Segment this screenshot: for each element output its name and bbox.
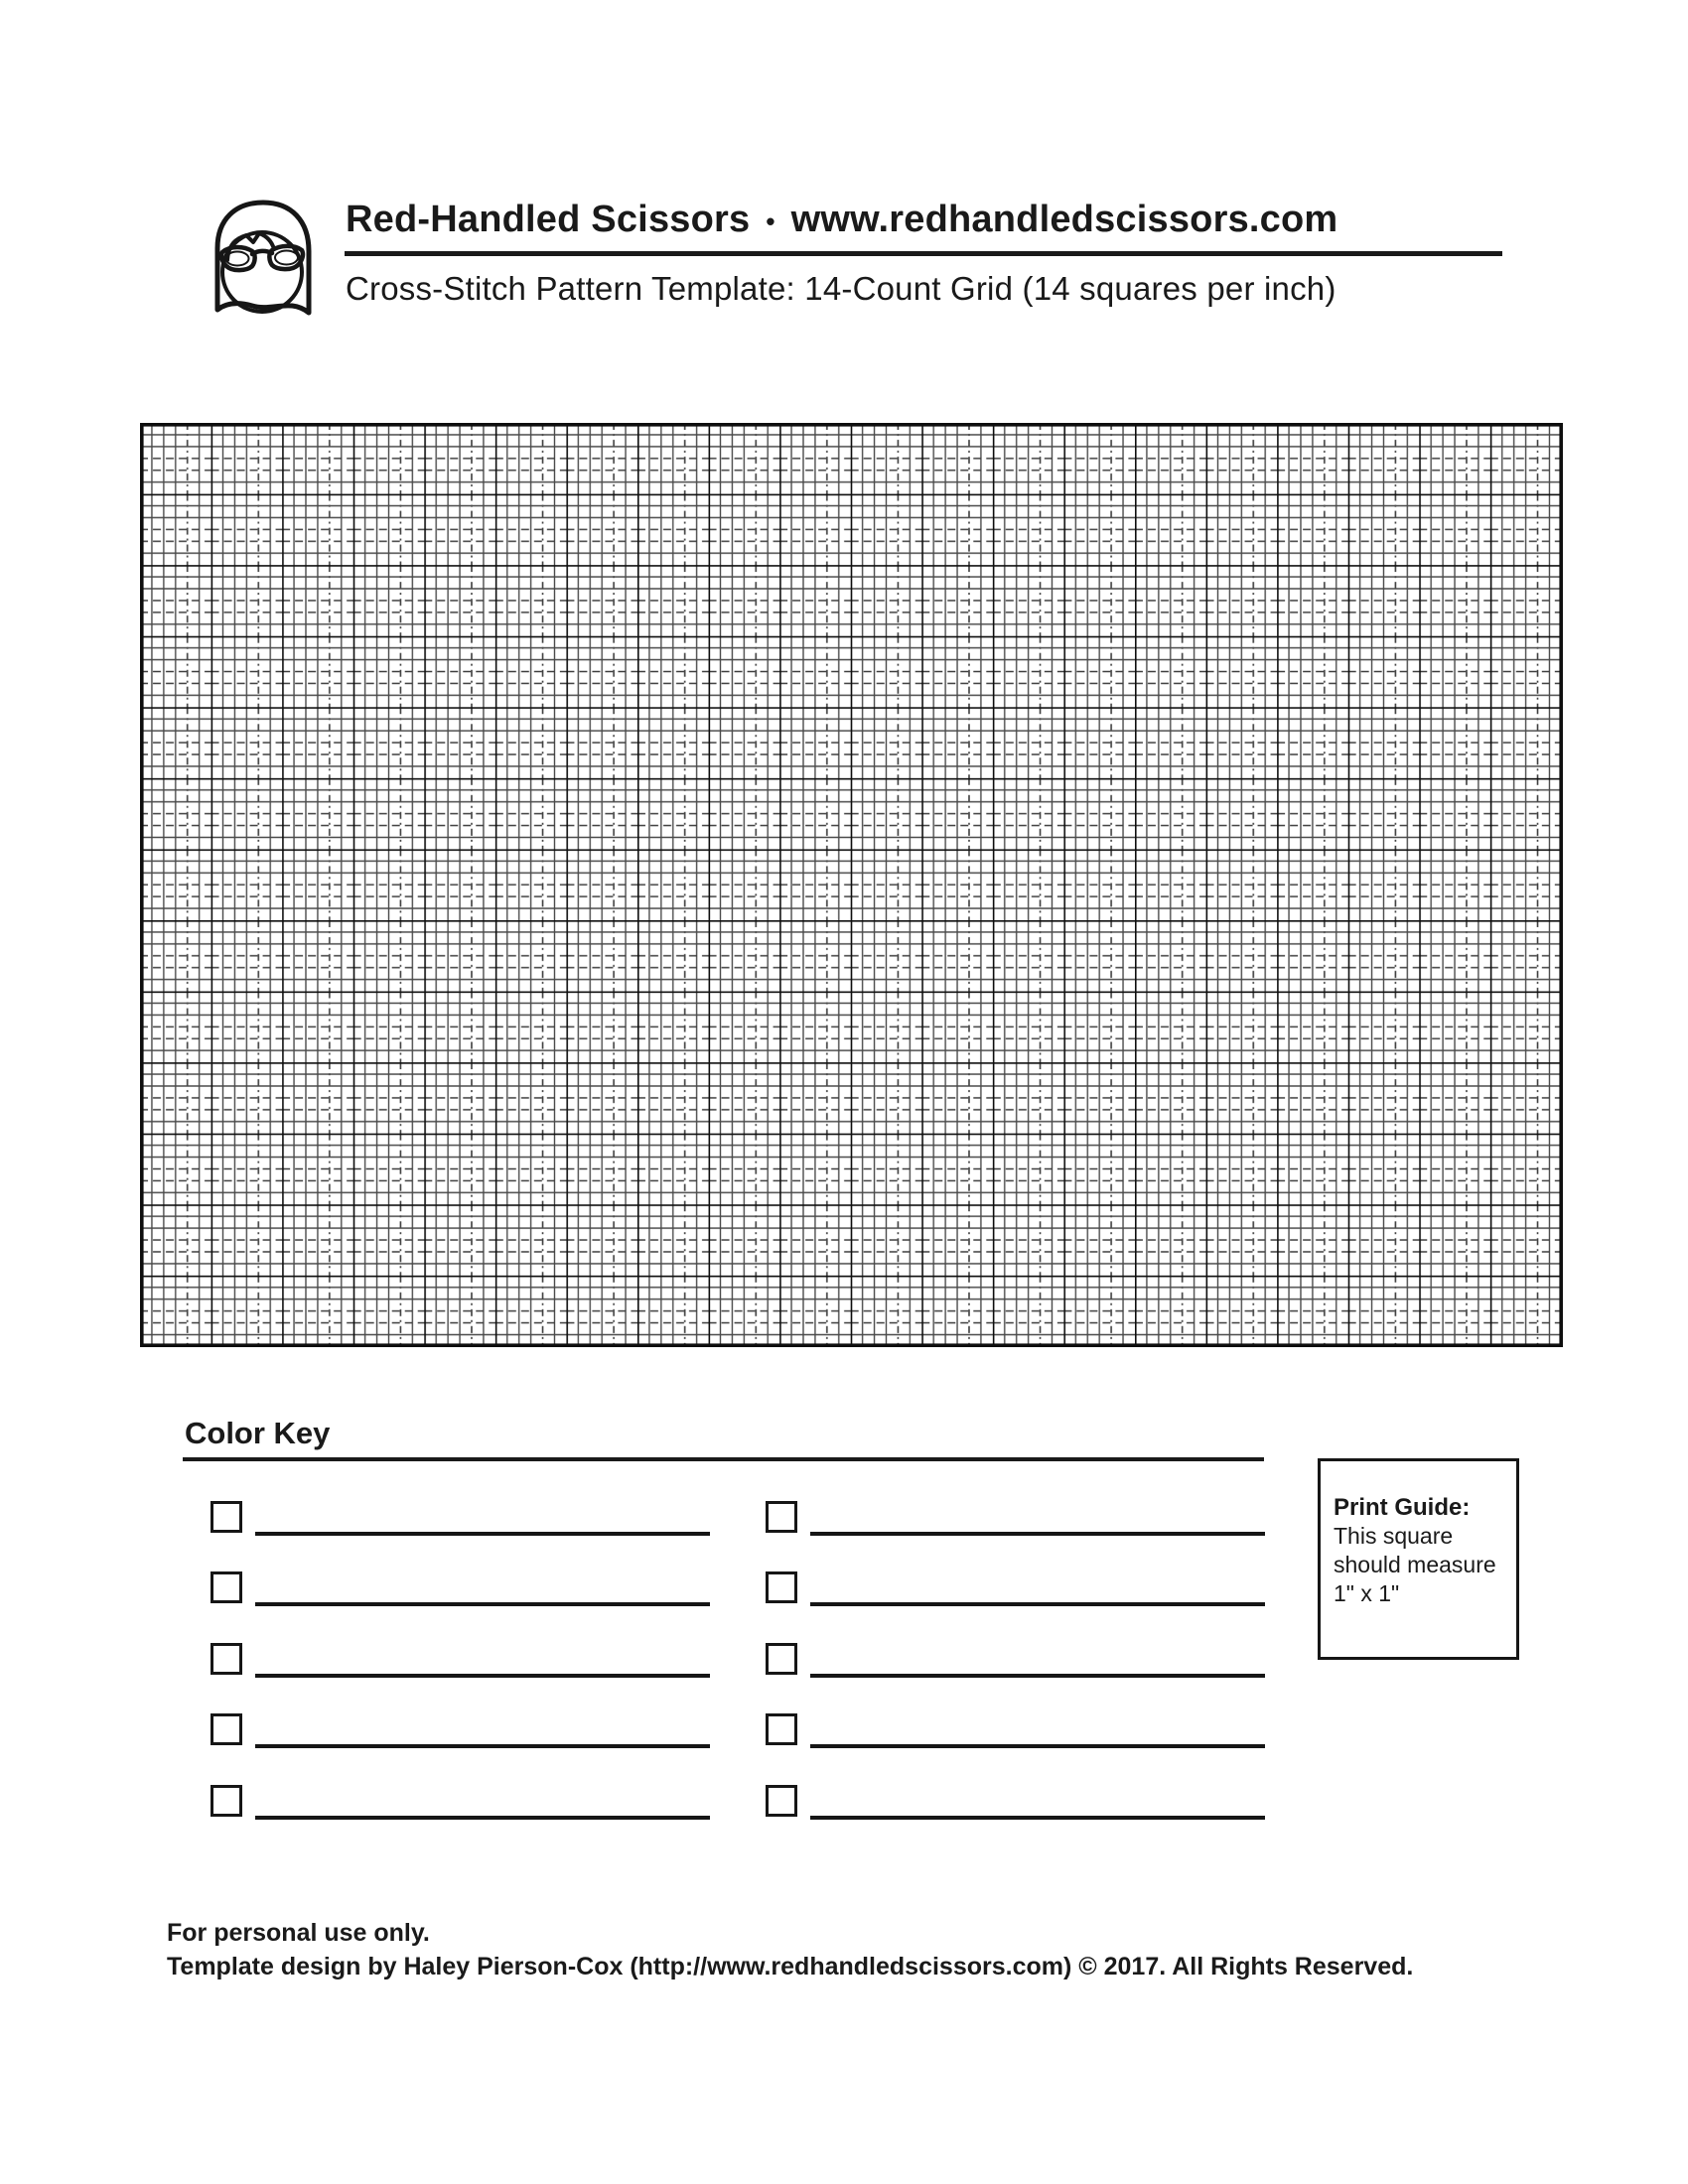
color-key-blank-line xyxy=(810,1532,1265,1536)
color-key-blank-line xyxy=(810,1602,1265,1606)
color-key-checkbox xyxy=(766,1785,797,1817)
color-key-divider xyxy=(183,1457,1264,1461)
print-guide-box xyxy=(1318,1458,1519,1660)
brand-website: www.redhandledscissors.com xyxy=(790,199,1338,240)
header-divider xyxy=(345,251,1502,256)
title-bullet-icon: • xyxy=(766,206,775,236)
color-key-checkbox xyxy=(766,1501,797,1533)
color-key-checkbox xyxy=(766,1713,797,1745)
print-guide-line: should measure xyxy=(1334,1552,1496,1577)
footer-usage-note: For personal use only. xyxy=(167,1919,430,1947)
color-key-title: Color Key xyxy=(185,1416,331,1450)
color-key-blank-line xyxy=(810,1674,1265,1678)
color-key-checkbox xyxy=(766,1643,797,1675)
color-key-blank-line xyxy=(810,1816,1265,1820)
cross-stitch-grid xyxy=(140,423,1563,1347)
color-key-checkbox xyxy=(766,1571,797,1603)
brand-name: Red-Handled Scissors xyxy=(346,199,751,240)
print-guide-line: This square xyxy=(1334,1523,1454,1549)
template-subtitle: Cross-Stitch Pattern Template: 14-Count Grid (14 squares per inch) xyxy=(346,270,1336,307)
color-key-blank-line xyxy=(810,1744,1265,1748)
print-guide-title: Print Guide: xyxy=(1334,1494,1471,1521)
page-title xyxy=(346,199,1337,241)
color-key-row xyxy=(183,1571,1264,1607)
print-guide-line: 1" x 1" xyxy=(1334,1580,1400,1606)
footer xyxy=(167,1916,1413,1983)
color-key-row xyxy=(183,1643,1264,1679)
color-key-row xyxy=(183,1785,1264,1821)
face-logo-icon xyxy=(211,197,316,320)
color-key-row xyxy=(183,1713,1264,1749)
footer-copyright: Template design by Haley Pierson-Cox (http://www.redhandledscissors.com) © 2017. All Rights Reserved. xyxy=(167,1953,1414,1980)
color-key-row xyxy=(183,1501,1264,1537)
